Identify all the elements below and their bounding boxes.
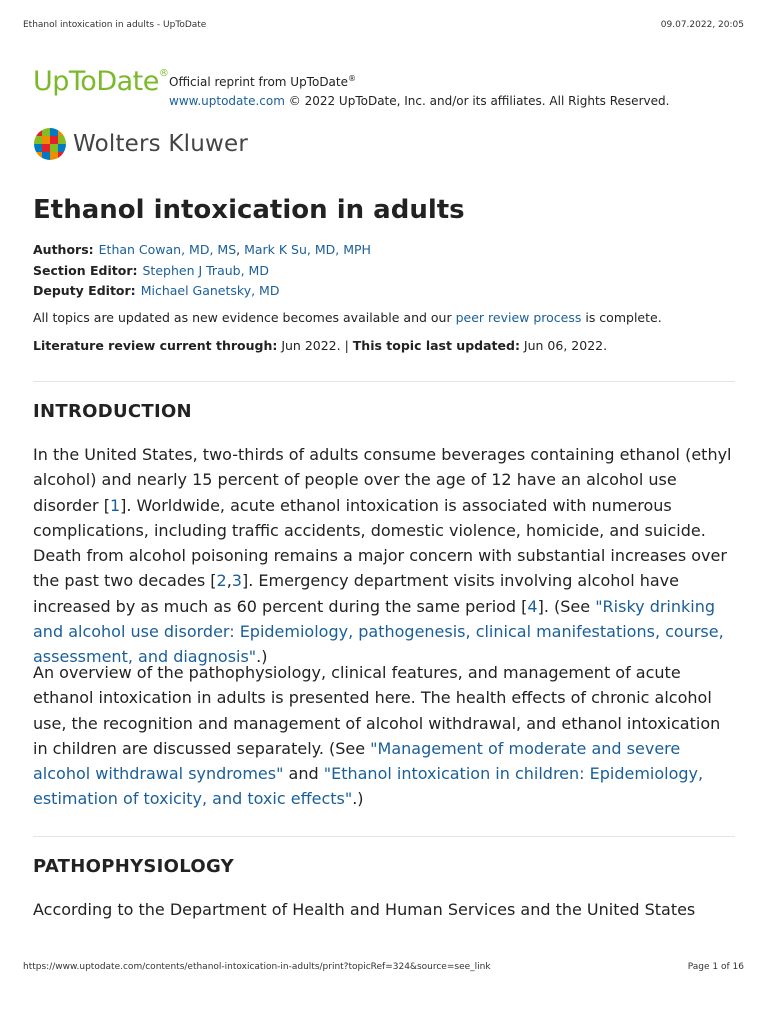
reference-link-4[interactable]: 4: [527, 596, 538, 616]
intro-text: .): [256, 647, 268, 667]
wolters-kluwer-globe-icon: [33, 127, 67, 161]
wolters-kluwer-wordmark: Wolters Kluwer: [73, 131, 249, 157]
topic-link-alcohol-withdrawal[interactable]: "Management of moderate and severe alcohol withdrawal syndromes": [33, 738, 681, 784]
article-credits: [33, 240, 371, 302]
reprint-mark: ®: [348, 74, 356, 83]
reference-link-1[interactable]: 1: [109, 495, 121, 515]
last-updated-label: This topic last updated:: [352, 338, 520, 353]
intro-text: ]. (See: [537, 596, 596, 616]
author-link-cowan[interactable]: Ethan Cowan, MD, MS: [98, 242, 237, 257]
reference-link-3[interactable]: 3: [231, 571, 242, 591]
print-footer-page: Page 1 of 16: [687, 962, 744, 972]
author-link-su[interactable]: Mark K Su, MD, MPH: [244, 242, 371, 257]
uptodate-logo: [33, 66, 168, 97]
print-header-datetime: 09.07.2022, 20:05: [660, 20, 744, 30]
literature-review-line: [33, 338, 607, 353]
intro-text: and: [283, 764, 324, 784]
print-footer-url: https://www.uptodate.com/contents/ethanol-intoxication-in-adults/print?topicRef=324&source=see_link: [23, 962, 491, 972]
section-editor-label: Section Editor:: [33, 262, 138, 278]
intro-text: An overview of the pathophysiology, clinical features, and management of acute ethanol intoxication in adults is presented here. The health effects of chronic alcohol use, the recognition and management of alcohol withdrawal, and ethanol intoxication in children are discussed separately. (See: [33, 663, 721, 758]
peer-review-link[interactable]: peer review process: [455, 310, 582, 325]
notice-text-post: is complete.: [581, 310, 662, 325]
divider: [33, 836, 735, 837]
intro-text: .): [352, 789, 364, 809]
article-title: Ethanol intoxication in adults: [33, 195, 465, 225]
print-header-title: Ethanol intoxication in adults - UpToDate: [23, 20, 207, 30]
deputy-editor-label: Deputy Editor:: [33, 283, 136, 298]
notice-text-pre: All topics are updated as new evidence becomes available and our: [33, 310, 456, 325]
divider: [33, 381, 735, 382]
uptodate-logo-mark: ®: [158, 68, 169, 79]
deputy-editor-link[interactable]: Michael Ganetsky, MD: [140, 283, 280, 298]
author-separator: ,: [236, 242, 245, 257]
section-heading-pathophysiology: PATHOPHYSIOLOGY: [33, 856, 235, 877]
intro-text: ]. Emergency department visits involving alcohol have increased by as much as 60 percent during the same period [: [33, 571, 679, 616]
wolters-kluwer-logo: [33, 127, 248, 161]
reference-link-2[interactable]: 2: [216, 571, 227, 591]
patho-text: According to the Department of Health and Human Services and the United States: [33, 900, 696, 919]
reprint-notice: [169, 69, 669, 111]
authors-label: Authors:: [33, 242, 94, 257]
topic-link-risky-drinking[interactable]: "Risky drinking and alcohol use disorder: Epidemiology, pathogenesis, clinical manifestations, course, assessment, and diagnosis": [33, 596, 724, 667]
copyright-text: © 2022 UpToDate, Inc. and/or its affiliates. All Rights Reserved.: [284, 94, 670, 108]
uptodate-site-link[interactable]: www.uptodate.com: [169, 94, 285, 108]
section-heading-introduction: INTRODUCTION: [33, 401, 192, 422]
update-notice: [33, 310, 662, 325]
topic-link-ethanol-children[interactable]: "Ethanol intoxication in children: Epidemiology, estimation of toxicity, and toxic effects": [33, 764, 704, 809]
introduction-paragraph-1: [33, 442, 739, 670]
intro-text: ]. Worldwide, acute ethanol intoxication is associated with numerous complications, including traffic accidents, domestic violence, homicide, and suicide. Death from alcohol poisoning remains a major concern with substantial increases over the past two decades [: [33, 495, 727, 591]
intro-text: In the United States, two-thirds of adults consume beverages containing ethanol (ethyl alcohol) and nearly 15 percent of people over the age of 12 have an alcohol use disorder [: [33, 445, 732, 515]
reprint-line: Official reprint from UpToDate: [169, 75, 348, 89]
last-updated-value: Jun 06, 2022.: [519, 338, 608, 353]
uptodate-logo-text: UpToDate: [33, 66, 159, 97]
lit-review-value: Jun 2022. |: [277, 338, 353, 353]
reference-separator: ,: [226, 571, 232, 591]
section-editor-link[interactable]: Stephen J Traub, MD: [142, 262, 269, 278]
pathophysiology-paragraph-1: [33, 897, 739, 922]
introduction-paragraph-2: [33, 660, 739, 812]
lit-review-label: Literature review current through:: [33, 338, 278, 353]
